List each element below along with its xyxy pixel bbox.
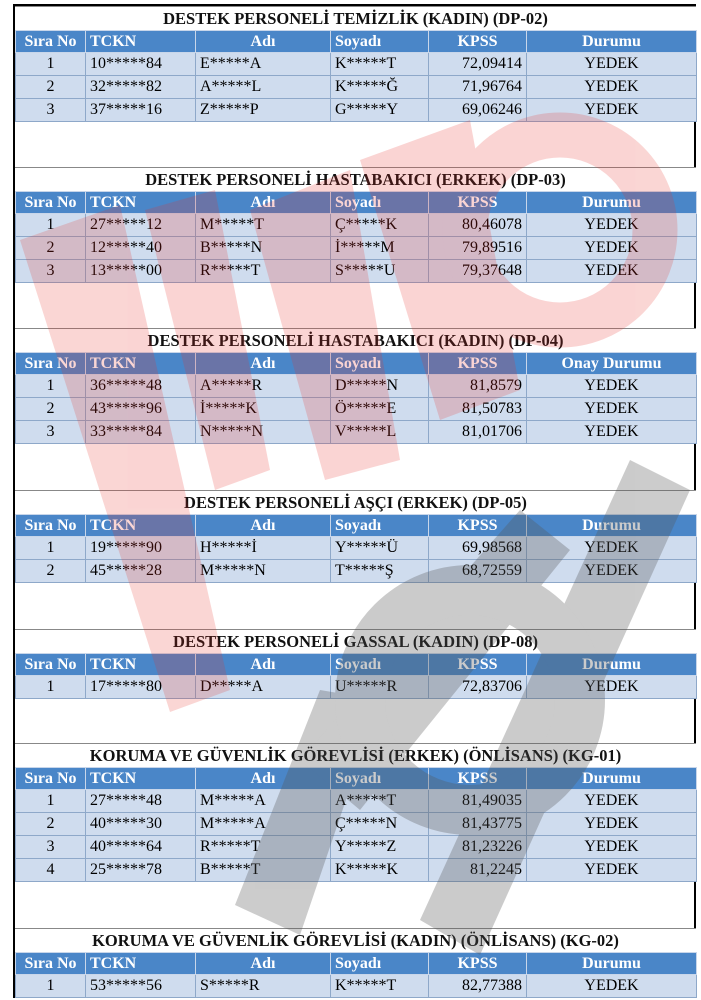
cell-soyadi: S*****U [331, 260, 429, 283]
cell-kpss: 71,96764 [429, 76, 527, 99]
table-row [16, 53, 697, 76]
column-header-kpss: KPSS [429, 768, 527, 790]
column-header-tckn: TCKN [86, 353, 196, 375]
column-header-durumu: Durumu [527, 953, 697, 975]
cell-durumu: YEDEK [527, 859, 697, 882]
results-table [15, 514, 697, 583]
column-header-adi: Adı [196, 654, 331, 676]
section-title: DESTEK PERSONELİ TEMİZLİK (KADIN) (DP-02) [15, 6, 696, 30]
header-row [16, 31, 697, 53]
cell-sira-no: 1 [16, 53, 86, 76]
column-header-adi: Adı [196, 192, 331, 214]
cell-kpss: 82,77388 [429, 975, 527, 998]
results-table [15, 352, 697, 444]
cell-durumu: YEDEK [527, 53, 697, 76]
results-table [15, 952, 697, 998]
results-table [15, 30, 697, 122]
column-header-durumu: Durumu [527, 768, 697, 790]
column-header-durumu: Durumu [527, 515, 697, 537]
cell-adi: R*****T [196, 836, 331, 859]
cell-soyadi: K*****K [331, 859, 429, 882]
table-row [16, 421, 697, 444]
column-header-sira-no: Sıra No [16, 953, 86, 975]
table-row [16, 537, 697, 560]
cell-adi: İ*****K [196, 398, 331, 421]
section-title: DESTEK PERSONELİ HASTABAKICI (KADIN) (DP-04) [15, 328, 696, 352]
column-header-soyadi: Soyadı [331, 654, 429, 676]
column-header-sira-no: Sıra No [16, 515, 86, 537]
cell-tckn: 25*****78 [86, 859, 196, 882]
column-header-kpss: KPSS [429, 953, 527, 975]
table-row [16, 836, 697, 859]
cell-kpss: 72,09414 [429, 53, 527, 76]
section-title: KORUMA VE GÜVENLİK GÖREVLİSİ (KADIN) (ÖNLİSANS) (KG-02) [15, 928, 696, 952]
column-header-adi: Adı [196, 768, 331, 790]
cell-adi: N*****N [196, 421, 331, 444]
cell-durumu: YEDEK [527, 214, 697, 237]
cell-kpss: 81,8579 [429, 375, 527, 398]
table-row [16, 813, 697, 836]
cell-kpss: 81,01706 [429, 421, 527, 444]
cell-tckn: 40*****30 [86, 813, 196, 836]
column-header-adi: Adı [196, 31, 331, 53]
section-title: DESTEK PERSONELİ AŞÇI (ERKEK) (DP-05) [15, 490, 696, 514]
cell-tckn: 45*****28 [86, 560, 196, 583]
column-header-sira-no: Sıra No [16, 192, 86, 214]
cell-durumu: YEDEK [527, 560, 697, 583]
table-row [16, 99, 697, 122]
column-header-soyadi: Soyadı [331, 353, 429, 375]
results-table [15, 767, 697, 882]
column-header-adi: Adı [196, 953, 331, 975]
cell-soyadi: Ç*****N [331, 813, 429, 836]
cell-tckn: 33*****84 [86, 421, 196, 444]
cell-soyadi: D*****N [331, 375, 429, 398]
table-row [16, 375, 697, 398]
cell-tckn: 13*****00 [86, 260, 196, 283]
column-header-tckn: TCKN [86, 192, 196, 214]
cell-adi: B*****N [196, 237, 331, 260]
cell-durumu: YEDEK [527, 99, 697, 122]
cell-adi: M*****T [196, 214, 331, 237]
cell-soyadi: Y*****Z [331, 836, 429, 859]
column-header-adi: Adı [196, 515, 331, 537]
cell-kpss: 81,43775 [429, 813, 527, 836]
cell-kpss: 80,46078 [429, 214, 527, 237]
column-header-tckn: TCKN [86, 953, 196, 975]
cell-adi: Z*****P [196, 99, 331, 122]
cell-tckn: 37*****16 [86, 99, 196, 122]
column-header-soyadi: Soyadı [331, 192, 429, 214]
cell-soyadi: T*****Ş [331, 560, 429, 583]
column-header-kpss: KPSS [429, 515, 527, 537]
cell-soyadi: Ö*****E [331, 398, 429, 421]
column-header-durumu: Onay Durumu [527, 353, 697, 375]
cell-soyadi: Y*****Ü [331, 537, 429, 560]
column-header-adi: Adı [196, 353, 331, 375]
cell-sira-no: 3 [16, 836, 86, 859]
column-header-kpss: KPSS [429, 31, 527, 53]
table-row [16, 398, 697, 421]
cell-tckn: 36*****48 [86, 375, 196, 398]
section-6 [15, 743, 696, 882]
column-header-sira-no: Sıra No [16, 31, 86, 53]
cell-tckn: 10*****84 [86, 53, 196, 76]
table-row [16, 214, 697, 237]
cell-adi: B*****T [196, 859, 331, 882]
cell-tckn: 17*****80 [86, 676, 196, 699]
header-row [16, 654, 697, 676]
cell-kpss: 81,50783 [429, 398, 527, 421]
column-header-sira-no: Sıra No [16, 654, 86, 676]
cell-adi: M*****A [196, 813, 331, 836]
table-row [16, 560, 697, 583]
section-4 [15, 490, 696, 583]
column-header-soyadi: Soyadı [331, 31, 429, 53]
cell-durumu: YEDEK [527, 790, 697, 813]
cell-sira-no: 2 [16, 398, 86, 421]
column-header-kpss: KPSS [429, 353, 527, 375]
cell-soyadi: V*****L [331, 421, 429, 444]
header-row [16, 515, 697, 537]
table-row [16, 260, 697, 283]
column-header-soyadi: Soyadı [331, 768, 429, 790]
cell-soyadi: Ç*****K [331, 214, 429, 237]
cell-soyadi: A*****T [331, 790, 429, 813]
section-5 [15, 629, 696, 699]
cell-sira-no: 3 [16, 260, 86, 283]
column-header-durumu: Durumu [527, 192, 697, 214]
cell-sira-no: 3 [16, 421, 86, 444]
section-3 [15, 328, 696, 444]
cell-soyadi: K*****Ğ [331, 76, 429, 99]
cell-tckn: 32*****82 [86, 76, 196, 99]
cell-sira-no: 1 [16, 975, 86, 998]
table-row [16, 676, 697, 699]
cell-durumu: YEDEK [527, 260, 697, 283]
cell-kpss: 69,98568 [429, 537, 527, 560]
cell-durumu: YEDEK [527, 375, 697, 398]
cell-sira-no: 4 [16, 859, 86, 882]
cell-sira-no: 1 [16, 214, 86, 237]
cell-tckn: 43*****96 [86, 398, 196, 421]
column-header-tckn: TCKN [86, 654, 196, 676]
table-row [16, 237, 697, 260]
header-row [16, 353, 697, 375]
cell-durumu: YEDEK [527, 398, 697, 421]
cell-soyadi: U*****R [331, 676, 429, 699]
cell-adi: S*****R [196, 975, 331, 998]
column-header-durumu: Durumu [527, 654, 697, 676]
section-title: DESTEK PERSONELİ GASSAL (KADIN) (DP-08) [15, 629, 696, 653]
section-title: KORUMA VE GÜVENLİK GÖREVLİSİ (ERKEK) (ÖNLİSANS) (KG-01) [15, 743, 696, 767]
column-header-durumu: Durumu [527, 31, 697, 53]
cell-adi: A*****L [196, 76, 331, 99]
cell-adi: M*****A [196, 790, 331, 813]
column-header-tckn: TCKN [86, 768, 196, 790]
cell-sira-no: 1 [16, 537, 86, 560]
header-row [16, 953, 697, 975]
header-row [16, 768, 697, 790]
cell-soyadi: K*****T [331, 975, 429, 998]
cell-adi: E*****A [196, 53, 331, 76]
cell-tckn: 19*****90 [86, 537, 196, 560]
cell-kpss: 79,89516 [429, 237, 527, 260]
cell-kpss: 79,37648 [429, 260, 527, 283]
cell-adi: A*****R [196, 375, 331, 398]
table-row [16, 790, 697, 813]
column-header-sira-no: Sıra No [16, 768, 86, 790]
column-header-kpss: KPSS [429, 192, 527, 214]
table-row [16, 859, 697, 882]
cell-soyadi: İ*****M [331, 237, 429, 260]
cell-adi: H*****İ [196, 537, 331, 560]
cell-tckn: 27*****12 [86, 214, 196, 237]
cell-sira-no: 1 [16, 676, 86, 699]
results-table [15, 191, 697, 283]
cell-kpss: 69,06246 [429, 99, 527, 122]
cell-tckn: 27*****48 [86, 790, 196, 813]
cell-sira-no: 2 [16, 560, 86, 583]
section-1 [15, 6, 696, 122]
cell-durumu: YEDEK [527, 676, 697, 699]
section-title: DESTEK PERSONELİ HASTABAKICI (ERKEK) (DP-03) [15, 167, 696, 191]
cell-adi: D*****A [196, 676, 331, 699]
cell-durumu: YEDEK [527, 836, 697, 859]
column-header-kpss: KPSS [429, 654, 527, 676]
section-7 [15, 928, 696, 998]
cell-sira-no: 1 [16, 375, 86, 398]
cell-kpss: 81,23226 [429, 836, 527, 859]
cell-durumu: YEDEK [527, 975, 697, 998]
cell-kpss: 72,83706 [429, 676, 527, 699]
cell-tckn: 40*****64 [86, 836, 196, 859]
cell-adi: M*****N [196, 560, 331, 583]
cell-sira-no: 2 [16, 237, 86, 260]
cell-sira-no: 3 [16, 99, 86, 122]
column-header-tckn: TCKN [86, 31, 196, 53]
section-2 [15, 167, 696, 283]
cell-tckn: 53*****56 [86, 975, 196, 998]
header-row [16, 192, 697, 214]
cell-durumu: YEDEK [527, 237, 697, 260]
cell-tckn: 12*****40 [86, 237, 196, 260]
cell-sira-no: 2 [16, 76, 86, 99]
column-header-sira-no: Sıra No [16, 353, 86, 375]
cell-durumu: YEDEK [527, 813, 697, 836]
cell-kpss: 68,72559 [429, 560, 527, 583]
table-row [16, 76, 697, 99]
cell-sira-no: 2 [16, 813, 86, 836]
cell-kpss: 81,2245 [429, 859, 527, 882]
column-header-tckn: TCKN [86, 515, 196, 537]
table-row [16, 975, 697, 998]
results-table [15, 653, 697, 699]
cell-durumu: YEDEK [527, 421, 697, 444]
cell-adi: R*****T [196, 260, 331, 283]
cell-soyadi: G*****Y [331, 99, 429, 122]
cell-durumu: YEDEK [527, 537, 697, 560]
cell-soyadi: K*****T [331, 53, 429, 76]
column-header-soyadi: Soyadı [331, 515, 429, 537]
cell-kpss: 81,49035 [429, 790, 527, 813]
cell-sira-no: 1 [16, 790, 86, 813]
cell-durumu: YEDEK [527, 76, 697, 99]
column-header-soyadi: Soyadı [331, 953, 429, 975]
